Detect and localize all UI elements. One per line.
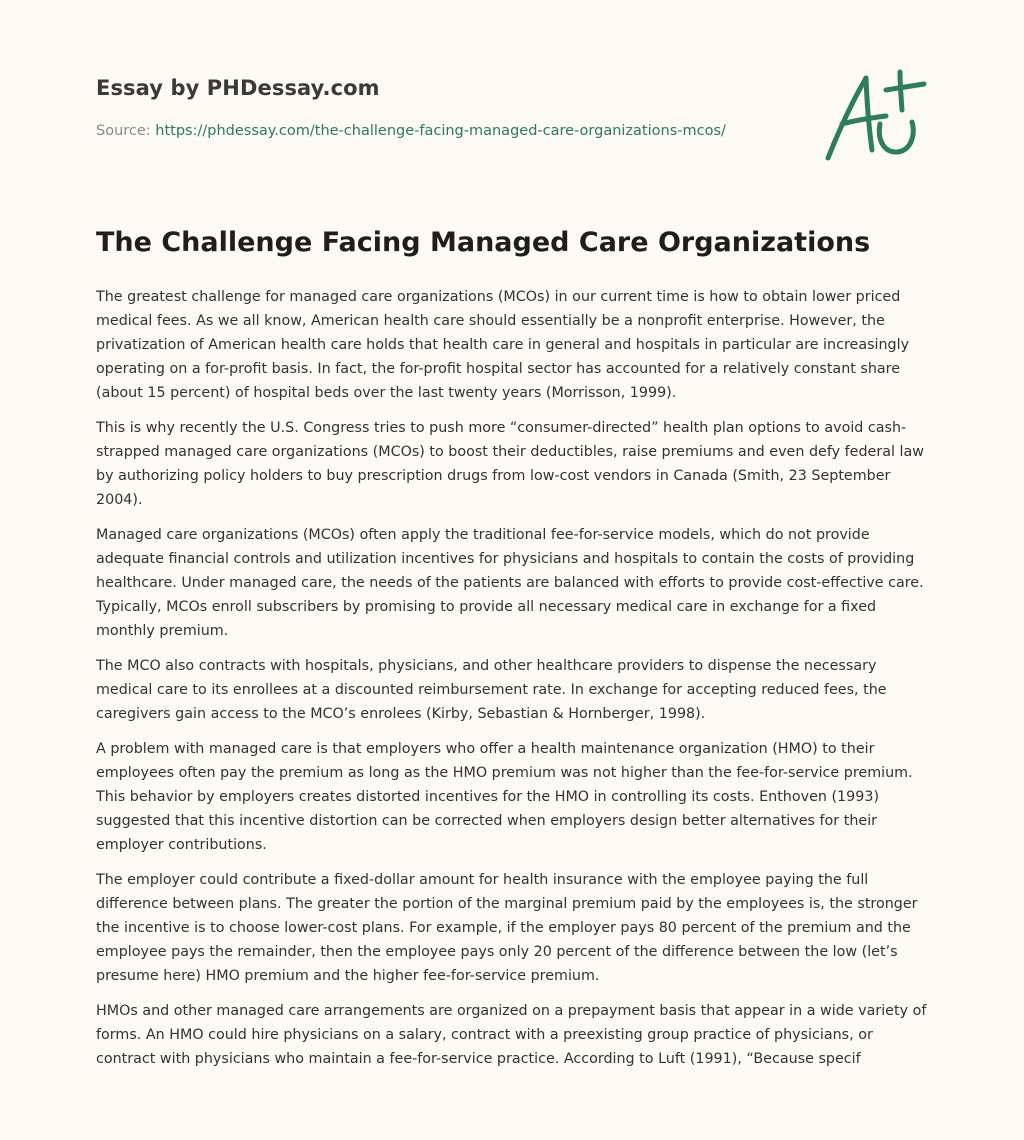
essay-paragraph: This is why recently the U.S. Congress tries to push more “consumer-directed” health plan options to avoid cash-strapped managed care organizations (MCOs) to boost their deductibles, raise premiums and even defy federal law by authorizing policy holders to buy prescription drugs from low-cost vendors in Canada (Smith, 23 September 2004). — [96, 420, 924, 508]
source-label: Source: — [96, 123, 151, 139]
essay-paragraph: The greatest challenge for managed care organizations (MCOs) in our current time is how to obtain lower priced medical fees. As we all know, American health care should essentially be a nonprofit enterprise. However, the privatization of American health care holds that health care in general and hospitals in particular are increasingly operating on a for-profit basis. In fact, the for-profit hospital sector has accounted for a relatively constant share (about 15 percent) of hospital beds over the last twenty years (Morrisson, 1999). — [96, 289, 910, 401]
essay-title: The Challenge Facing Managed Care Organizations — [96, 227, 871, 258]
site-brand-title: Essay by PHDessay.com — [96, 76, 380, 100]
source-link[interactable]: https://phdessay.com/the-challenge-facing-managed-care-organizations-mcos/ — [155, 123, 726, 139]
essay-body — [96, 285, 932, 1082]
essay-paragraph: A problem with managed care is that employers who offer a health maintenance organization (HMO) to their employees often pay the premium as long as the HMO premium was not higher than the fee-for-service premium. This behavior by employers creates distorted incentives for the HMO in controlling its costs. Enthoven (1993) suggested that this incentive distortion can be corrected when employers design better alternatives for their employer contributions. — [96, 741, 913, 853]
source-line — [96, 123, 726, 139]
essay-paragraph: The MCO also contracts with hospitals, physicians, and other healthcare providers to dispense the necessary medical care to its enrollees at a discounted reimbursement rate. In exchange for accepting reduced fees, the caregivers gain access to the MCO’s enrolees (Kirby, Sebastian & Hornberger, 1998). — [96, 658, 887, 722]
essay-paragraph: Managed care organizations (MCOs) often apply the traditional fee-for-service models, which do not provide adequate financial controls and utilization incentives for physicians and hospitals to contain the costs of providing healthcare. Under managed care, the needs of the patients are balanced with efforts to provide cost-effective care. Typically, MCOs enroll subscribers by promising to provide all necessary medical care in exchange for a fixed monthly premium. — [96, 527, 924, 639]
essay-paragraph: The employer could contribute a fixed-dollar amount for health insurance with the employee paying the full difference between plans. The greater the portion of the marginal premium paid by the employees is, the stronger the incentive is to choose lower-cost plans. For example, if the employer pays 80 percent of the premium and the employee pays the remainder, then the employee pays only 20 percent of the difference between the low (let’s presume here) HMO premium and the higher fee-for-service premium. — [96, 872, 918, 984]
essay-paragraph: HMOs and other managed care arrangements are organized on a prepayment basis that appear in a wide variety of forms. An HMO could hire physicians on a salary, contract with a preexisting group practice of physicians, or contract with physicians who maintain a fee-for-service practice. According to Luft (1991), “Because specif — [96, 1003, 927, 1067]
a-plus-grade-icon — [822, 66, 928, 164]
